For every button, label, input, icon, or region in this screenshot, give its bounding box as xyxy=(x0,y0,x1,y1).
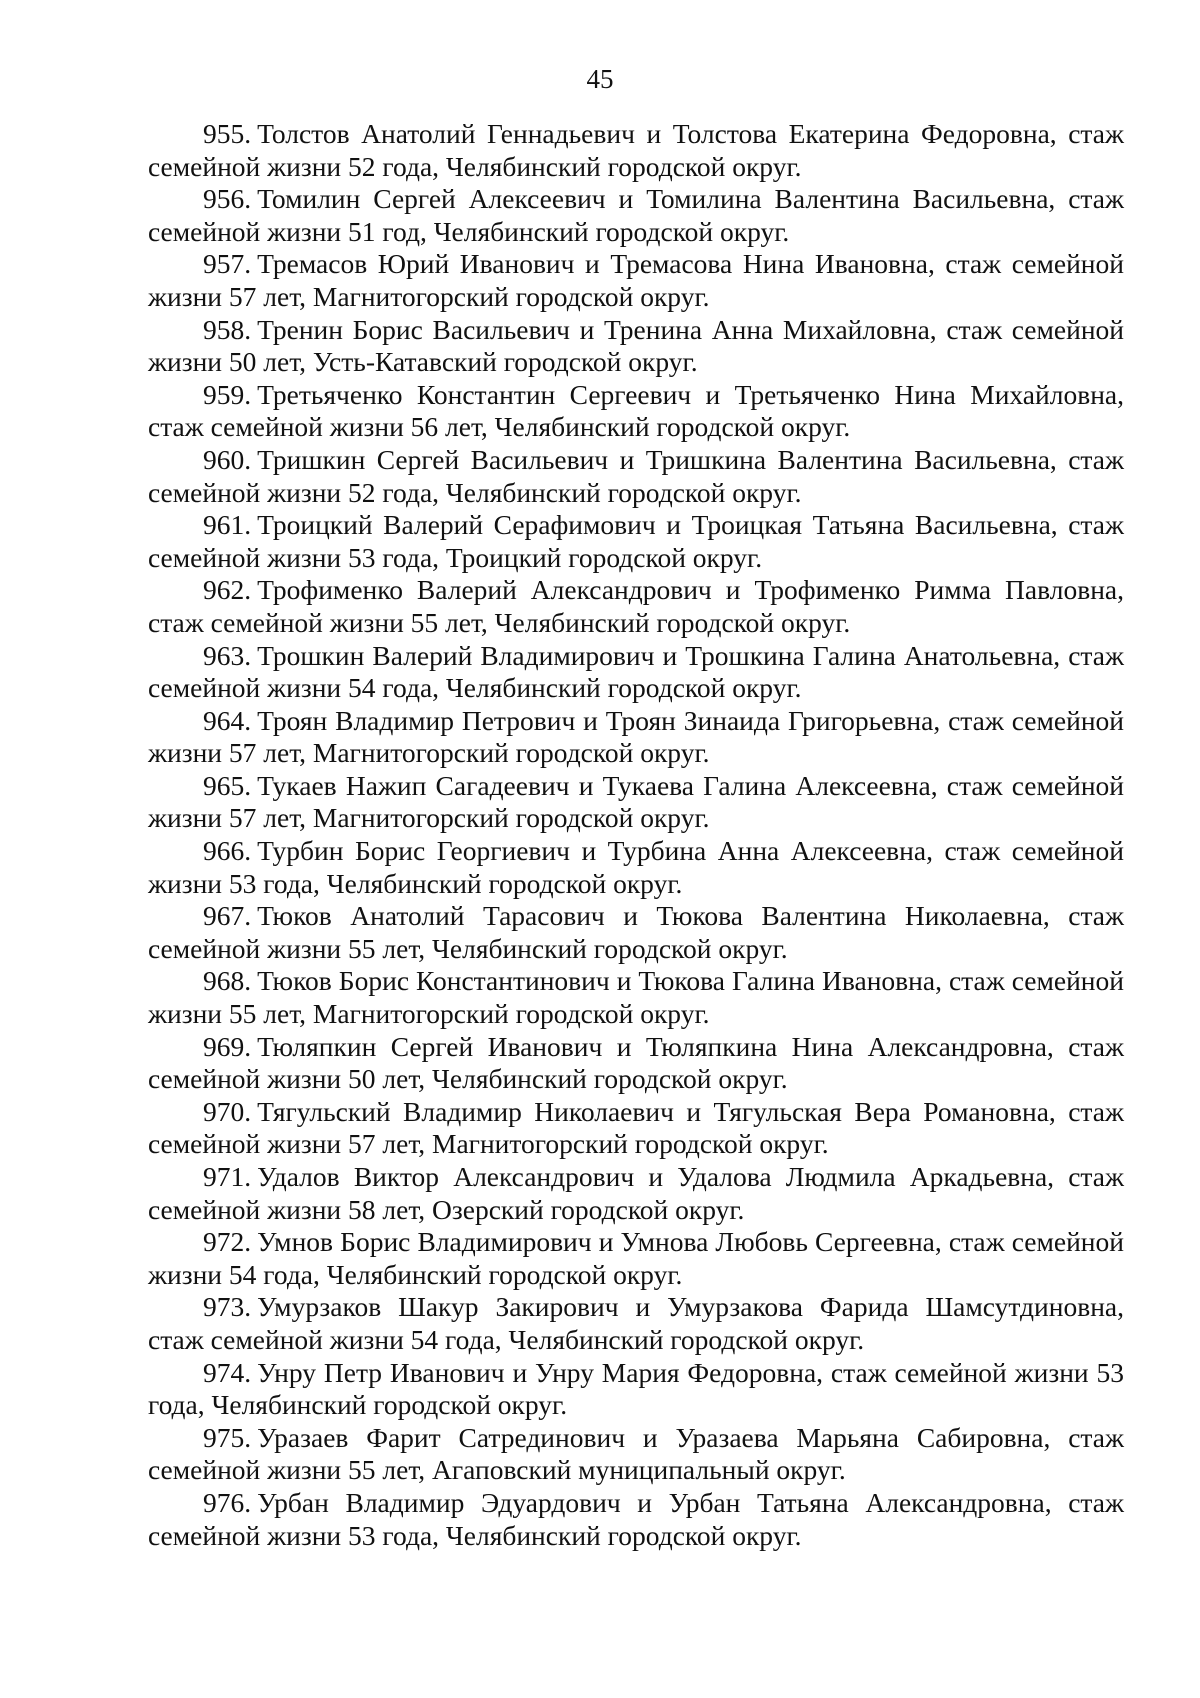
entry-text: Умнов Борис Владимирович и Умнова Любовь Сергеевна, стаж семейной жизни 54 года, Челябинский городской округ. xyxy=(148,1226,1124,1290)
entry-text: Турбин Борис Георгиевич и Турбина Анна Алексеевна, стаж семейной жизни 53 года, Челябинский городской округ. xyxy=(148,835,1124,899)
entry-text: Уразаев Фарит Сатрединович и Уразаева Марьяна Сабировна, стаж семейной жизни 55 лет, Агаповский муниципальный округ. xyxy=(148,1421,1124,1486)
page-number: 45 xyxy=(586,64,614,94)
entry-number: 968. xyxy=(203,965,252,997)
list-item xyxy=(148,1422,1124,1487)
list-item xyxy=(148,118,1124,183)
entry-text: Тюляпкин Сергей Иванович и Тюляпкина Нина Александровна, стаж семейной жизни 50 лет, Челябинский городской округ. xyxy=(148,1030,1124,1095)
entry-text: Тюков Борис Константинович и Тюкова Галина Ивановна, стаж семейной жизни 55 лет, Магнитогорский городской округ. xyxy=(148,965,1124,1030)
entry-number: 957. xyxy=(203,248,252,280)
entry-number: 956. xyxy=(203,183,252,215)
entry-number: 955. xyxy=(203,118,252,149)
list-item xyxy=(148,1031,1124,1096)
entry-number: 975. xyxy=(203,1421,252,1453)
entry-number: 960. xyxy=(203,443,252,475)
entry-text: Тягульский Владимир Николаевич и Тягульская Вера Романовна, стаж семейной жизни 57 лет, Магнитогорский городской округ. xyxy=(148,1095,1124,1160)
list-item xyxy=(148,1096,1124,1161)
entry-number: 976. xyxy=(203,1486,252,1518)
entry-text: Третьяченко Константин Сергеевич и Третьяченко Нина Михайловна, стаж семейной жизни 56 лет, Челябинский городской округ. xyxy=(148,378,1124,443)
list-item xyxy=(148,1161,1124,1226)
entry-text: Урбан Владимир Эдуардович и Урбан Татьяна Александровна, стаж семейной жизни 53 года, Челябинский городской округ. xyxy=(148,1486,1124,1551)
entry-list xyxy=(148,118,1124,1552)
list-item xyxy=(148,183,1124,248)
entry-text: Тремасов Юрий Иванович и Тремасова Нина Ивановна, стаж семейной жизни 57 лет, Магнитогорский городской округ. xyxy=(148,248,1124,312)
list-item xyxy=(148,379,1124,444)
list-item xyxy=(148,1291,1124,1356)
entry-text: Толстов Анатолий Геннадьевич и Толстова Екатерина Федоровна, стаж семейной жизни 52 года, Челябинский городской округ. xyxy=(148,118,1124,182)
entry-number: 963. xyxy=(203,639,252,671)
list-item xyxy=(148,1226,1124,1291)
entry-text: Тренин Борис Васильевич и Тренина Анна Михайловна, стаж семейной жизни 50 лет, Усть-Катавский городской округ. xyxy=(148,313,1124,378)
entry-number: 970. xyxy=(203,1095,252,1127)
entry-text: Умурзаков Шакур Закирович и Умурзакова Фарида Шамсутдиновна, стаж семейной жизни 54 года, Челябинский городской округ. xyxy=(148,1291,1124,1355)
entry-text: Тюков Анатолий Тарасович и Тюкова Валентина Николаевна, стаж семейной жизни 55 лет, Челябинский городской округ. xyxy=(148,900,1124,964)
entry-number: 961. xyxy=(203,509,252,541)
list-item xyxy=(148,1487,1124,1552)
entry-text: Тришкин Сергей Васильевич и Тришкина Валентина Васильевна, стаж семейной жизни 52 года, Челябинский городской округ. xyxy=(148,443,1124,508)
entry-number: 972. xyxy=(203,1226,252,1258)
list-item xyxy=(148,248,1124,313)
entry-number: 959. xyxy=(203,378,252,410)
entry-number: 964. xyxy=(203,704,252,736)
entry-number: 973. xyxy=(203,1291,252,1323)
list-item xyxy=(148,705,1124,770)
list-item xyxy=(148,444,1124,509)
entry-number: 962. xyxy=(203,574,252,606)
entry-text: Трошкин Валерий Владимирович и Трошкина Галина Анатольевна, стаж семейной жизни 54 года, Челябинский городской округ. xyxy=(148,639,1124,704)
list-item xyxy=(148,965,1124,1030)
entry-number: 974. xyxy=(203,1356,252,1388)
entry-text: Троицкий Валерий Серафимович и Троицкая Татьяна Васильевна, стаж семейной жизни 53 года, Троицкий городской округ. xyxy=(148,509,1124,573)
list-item xyxy=(148,900,1124,965)
list-item xyxy=(148,314,1124,379)
list-item xyxy=(148,770,1124,835)
list-item xyxy=(148,574,1124,639)
entry-text: Тукаев Нажип Сагадеевич и Тукаева Галина Алексеевна, стаж семейной жизни 57 лет, Магнитогорский городской округ. xyxy=(148,769,1124,834)
entry-number: 965. xyxy=(203,769,252,801)
entry-text: Троян Владимир Петрович и Троян Зинаида Григорьевна, стаж семейной жизни 57 лет, Магнитогорский городской округ. xyxy=(148,704,1124,769)
entry-number: 958. xyxy=(203,313,252,345)
entry-number: 966. xyxy=(203,835,252,867)
entry-number: 969. xyxy=(203,1030,252,1062)
entry-number: 971. xyxy=(203,1161,252,1192)
list-item xyxy=(148,1357,1124,1422)
entry-text: Трофименко Валерий Александрович и Трофименко Римма Павловна, стаж семейной жизни 55 лет, Челябинский городской округ. xyxy=(148,574,1124,638)
entry-text: Удалов Виктор Александрович и Удалова Людмила Аркадьевна, стаж семейной жизни 58 лет, Озерский городской округ. xyxy=(148,1161,1124,1225)
entry-text: Унру Петр Иванович и Унру Мария Федоровна, стаж семейной жизни 53 года, Челябинский городской округ. xyxy=(148,1356,1124,1421)
list-item xyxy=(148,640,1124,705)
list-item xyxy=(148,509,1124,574)
entry-number: 967. xyxy=(203,900,252,932)
list-item xyxy=(148,835,1124,900)
entry-text: Томилин Сергей Алексеевич и Томилина Валентина Васильевна, стаж семейной жизни 51 год, Челябинский городской округ. xyxy=(148,183,1124,247)
